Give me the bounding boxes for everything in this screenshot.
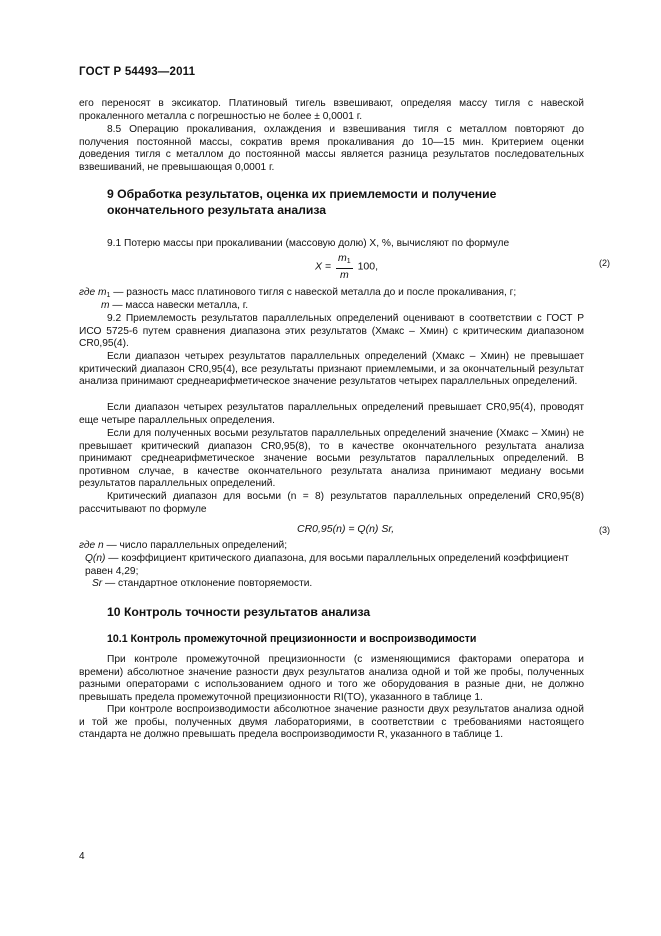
paragraph-continuation: его переносят в эксикатор. Платиновый тигель взвешивают, определяя массу тигля с навеской прокаленного металла с погрешностью не более ± 0,0001 г. [79,98,584,122]
where-1-sub-1: 1 [106,292,111,299]
paragraph-8-5: 8.5 Операцию прокаливания, охлаждения и взвешивания тигля с металлом повторяют до получения постоянной массы, сократив время прокаливания до 10—15 мин. Критерием оценки доведения тигля с металлом до постоянной массы является разница результатов последовательных взвешиваний, не превышающая 0,0001 г. [79,124,584,173]
where-1-text-2: — масса навески металла, г. [109,300,249,311]
where-2-sym-3: Sr [92,578,103,589]
formula-2-fraction [336,252,353,281]
where-2-row-3 [92,578,312,591]
where-1-sym-1: где m [79,287,107,298]
formula-3-number: (3) [599,525,610,535]
paragraph-9-2: 9.2 Приемлемость результатов параллельных определений оценивают в соответствии с ГОСТ Р ИСО 5725-6 путем сравнения диапазона этих результатов (Xмакс – Xмин) с критическим диапазоном CR0,95(4). [79,313,584,350]
paragraph-9-2d: Критический диапазон для восьми (n = 8) результатов параллельных определений CR0,95(8) рассчитывают по формуле [79,491,584,515]
formula-2-denominator: m [339,269,349,281]
formula-2-num-symbol: m [337,252,347,264]
where-1-sym-2: m [101,300,110,311]
paragraph-9-2b: Если диапазон четырех результатов параллельных определений превышает CR0,95(4), проводят еще четыре параллельных определения. [79,402,584,426]
page-number: 4 [79,851,85,862]
formula-3: CR0,95(n) = Q(n) Sr, [297,523,395,535]
where-2-sym-2: Q(n) [85,553,106,564]
paragraph-10-1a: При контроле промежуточной прецизионности (с изменяющимися факторами оператора и времени) абсолютное значение разности двух результатов анализа одной и той же пробы, полученных разными операторами с использованием одного и того же оборудования в разные дни, не должно превышать предела промежуточной прецизионности RI(TO), указанного в таблице 1. [79,654,584,703]
formula-2-rhs: 100, [357,260,378,273]
where-2-row-1 [79,540,287,553]
section-10-title: 10 Контроль точности результатов анализа [107,605,371,619]
formula-2-numerator [336,252,353,269]
paragraph-9-1: 9.1 Потерю массы при прокаливании (массовую долю) X, %, вычисляют по формуле [107,238,510,249]
formula-2-num-sub: 1 [346,258,351,265]
paragraph-9-2c: Если для полученных восьми результатов параллельных определений значение (Xмакс – Xмин) не превышает критический диапазон CR0,95(8), то в качестве окончательного результата анализа принимают среднеарифметическое значение восьми результатов параллельных определений. В противном случае, в качестве окончательного результата анализа принимают медиану восьми результатов параллельных определений. [79,428,584,490]
where-1-text-1: — разность масс платинового тигля с навеской металла до и после прокаливания, г; [110,287,517,298]
where-2-text-2: — коэффициент критического диапазона, для восьми параллельных определений коэффициент равен 4,29; [85,553,569,577]
formula-2-lhs: X = [315,260,332,273]
where-2-text-1: — число параллельных определений; [103,540,288,551]
paragraph-10-1b: При контроле воспроизводимости абсолютное значение разности двух результатов анализа одной и той же пробы, полученных двумя лабораториями, в соответствии с требованиями настоящего стандарта не должно превышать предела воспроизводимости R, указанного в таблице 1. [79,704,584,741]
where-2-row-2 [85,553,585,578]
section-9-title: 9 Обработка результатов, оценка их приемлемости и получение окончательного результата анализа [107,187,497,217]
formula-2 [315,252,378,281]
where-2-text-3: — стандартное отклонение повторяемости. [102,578,313,589]
formula-2-number: (2) [599,258,610,268]
where-2-sym-1: где n [79,540,104,551]
paragraph-9-2a: Если диапазон четырех результатов параллельных определений (Xмакс – Xмин) не превышает критический диапазон CR0,95(4), все результаты признают приемлемыми, и за окончательный результат анализа принимают среднеарифметическое значение результатов четырех параллельных определений. [79,351,584,388]
where-1-row-2 [101,300,248,313]
document-header: ГОСТ Р 54493—2011 [79,66,196,78]
section-10-1-title: 10.1 Контроль промежуточной прецизионности и воспроизводимости [107,633,477,645]
